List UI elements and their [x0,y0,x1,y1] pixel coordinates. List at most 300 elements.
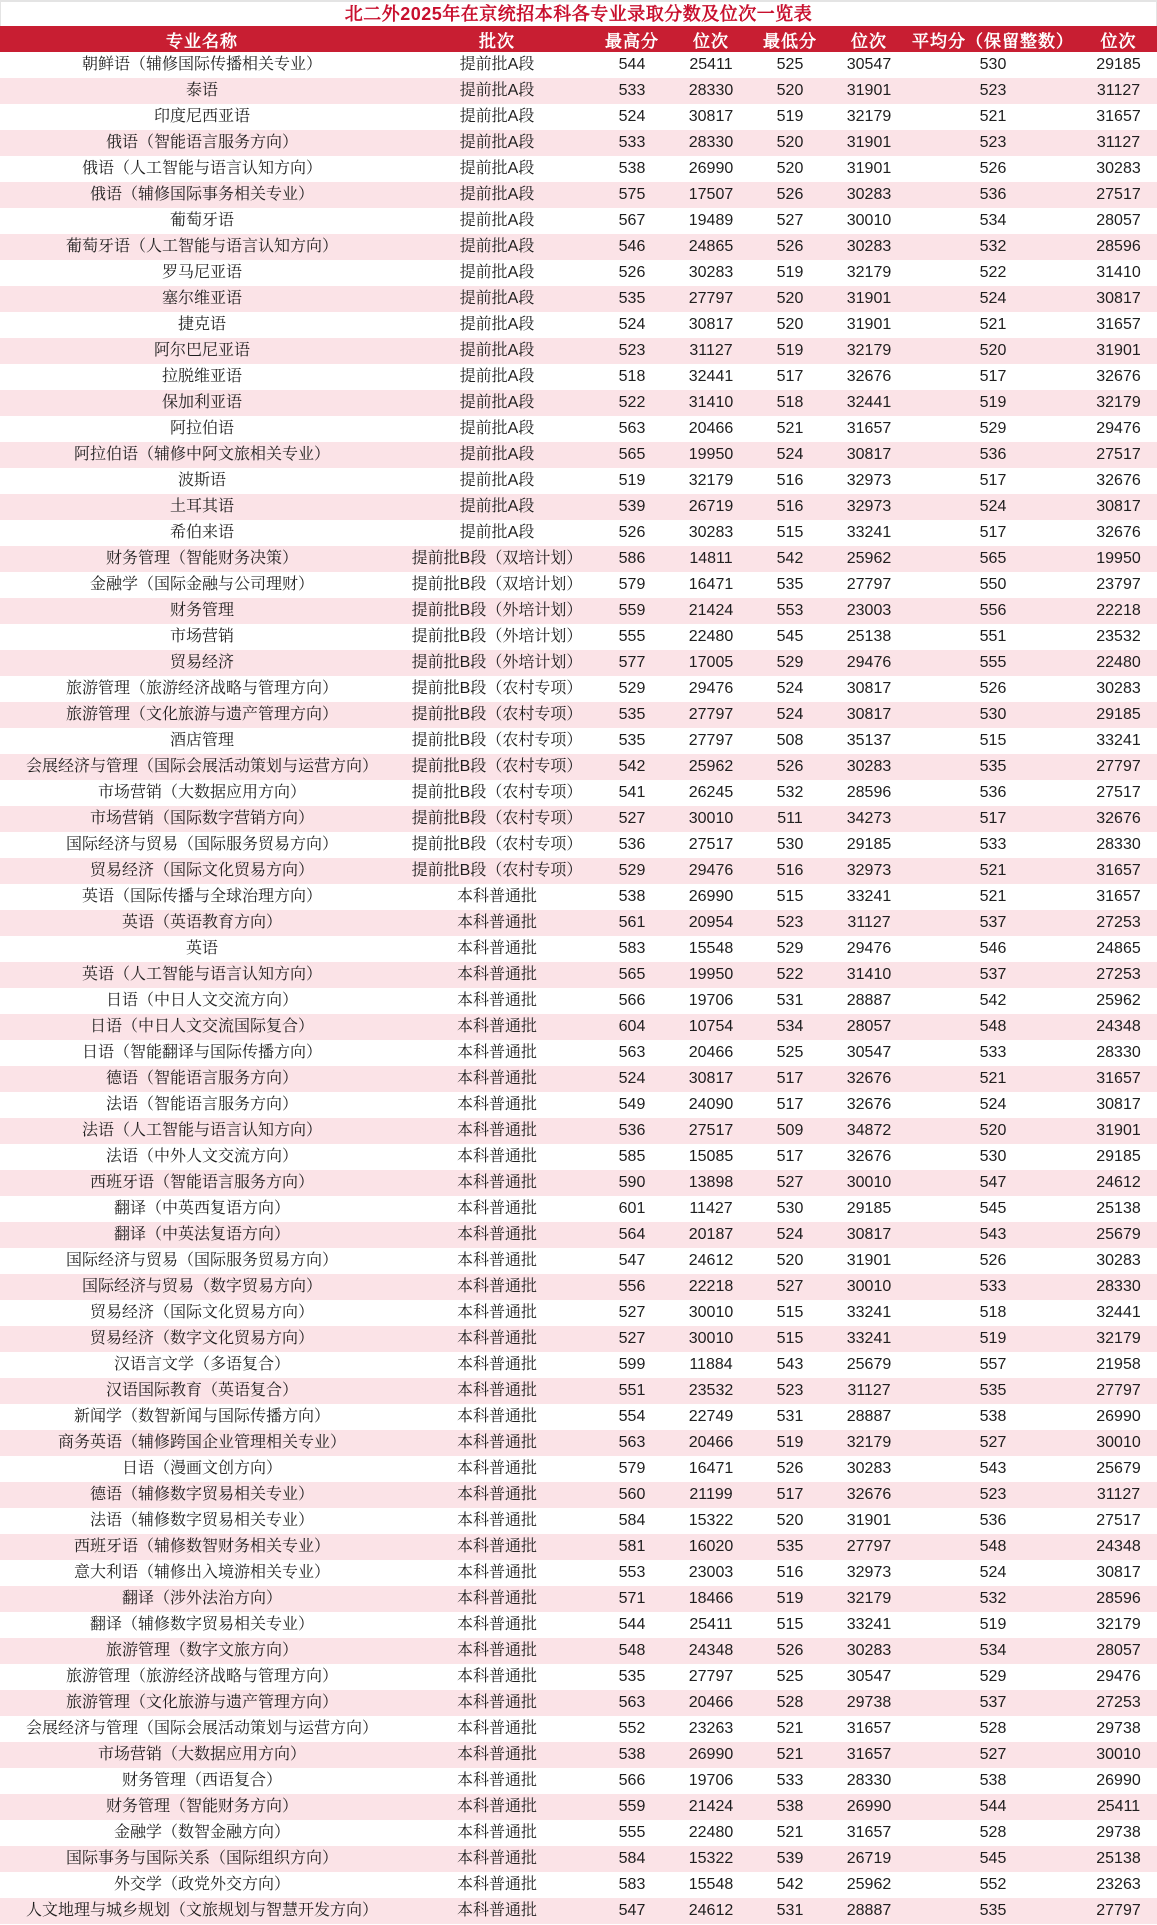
cell-max-rank: 27797 [688,1668,734,1685]
cell-min-score: 553 [776,602,804,619]
cell-avg-score: 515 [979,732,1007,749]
cell-min-score: 515 [776,1330,804,1347]
cell-batch: 本科普通批 [456,1720,537,1737]
cell-major: 翻译（中英西复语方向） [113,1200,290,1217]
cell-min-score: 525 [776,56,804,73]
cell-min-score: 528 [776,1694,804,1711]
cell-min-rank: 31901 [846,1252,892,1269]
cell-major: 拉脱维亚语 [161,368,242,385]
table-row [0,1508,1157,1534]
cell-major: 财务管理 [169,602,234,619]
cell-min-rank: 32973 [846,472,892,489]
cell-avg-score: 550 [979,576,1007,593]
cell-avg-rank: 28330 [1096,1044,1141,1061]
cell-max-score: 535 [618,1668,646,1685]
cell-batch: 提前批B段（农村专项） [411,836,583,853]
cell-avg-rank: 28330 [1096,1278,1141,1295]
cell-max-rank: 15085 [688,1148,734,1165]
cell-avg-rank: 30283 [1096,160,1141,177]
cell-min-rank: 30817 [846,680,892,697]
cell-avg-rank: 30010 [1096,1434,1141,1451]
cell-max-rank: 30010 [688,1304,734,1321]
cell-max-rank: 13898 [688,1174,734,1191]
cell-min-rank: 32441 [846,394,892,411]
cell-max-score: 567 [618,212,646,229]
cell-min-rank: 25962 [846,1876,892,1893]
cell-avg-score: 521 [979,316,1007,333]
cell-avg-rank: 31657 [1096,862,1141,879]
cell-avg-rank: 22480 [1096,654,1141,671]
cell-major: 法语（中外人文交流方向） [105,1148,298,1165]
cell-major: 俄语（人工智能与语言认知方向） [81,160,322,177]
cell-min-score: 519 [776,342,804,359]
cell-max-score: 556 [618,1278,646,1295]
cell-min-rank: 30547 [846,1668,892,1685]
table-row [0,806,1157,832]
cell-min-score: 520 [776,1512,804,1529]
cell-max-rank: 31127 [689,342,733,359]
cell-major: 贸易经济（国际文化贸易方向） [89,862,314,879]
cell-avg-rank: 31127 [1096,134,1141,151]
cell-batch: 本科普通批 [456,1200,537,1217]
cell-major: 国际事务与国际关系（国际组织方向） [65,1850,338,1867]
cell-avg-score: 533 [979,1278,1007,1295]
cell-major: 保加利亚语 [161,394,242,411]
cell-max-rank: 30010 [688,810,734,827]
cell-max-score: 586 [618,550,646,567]
cell-avg-rank: 25679 [1096,1226,1141,1243]
cell-avg-score: 523 [979,82,1007,99]
table-row [0,520,1157,546]
cell-avg-rank: 23797 [1096,576,1141,593]
cell-batch: 提前批A段 [459,368,535,385]
table-row [0,1794,1157,1820]
cell-min-rank: 28330 [846,1772,892,1789]
cell-batch: 本科普通批 [456,1902,537,1919]
cell-max-rank: 19489 [688,212,734,229]
cell-min-score: 509 [776,1122,804,1139]
cell-major: 意大利语（辅修出入境游相关专业） [73,1564,330,1581]
cell-max-rank: 30817 [688,108,734,125]
cell-avg-rank: 25138 [1096,1850,1141,1867]
table-row [0,1378,1157,1404]
cell-avg-score: 524 [979,1564,1007,1581]
cell-avg-score: 545 [979,1850,1007,1867]
cell-min-rank: 32676 [846,368,892,385]
cell-avg-rank: 29185 [1096,1148,1141,1165]
cell-major: 西班牙语（辅修数智财务相关专业） [73,1538,330,1555]
cell-batch: 本科普通批 [456,914,537,931]
cell-max-rank: 19706 [688,992,734,1009]
cell-major: 捷克语 [177,316,226,333]
cell-max-rank: 22218 [688,1278,734,1295]
cell-avg-score: 523 [979,1486,1007,1503]
cell-max-score: 535 [618,706,646,723]
cell-major: 酒店管理 [169,732,234,749]
cell-min-rank: 25962 [846,550,892,567]
cell-min-rank: 26719 [846,1850,892,1867]
cell-min-score: 524 [776,446,804,463]
cell-max-score: 571 [618,1590,646,1607]
cell-min-rank: 34872 [846,1122,892,1139]
cell-avg-score: 520 [979,342,1007,359]
cell-max-rank: 23263 [688,1720,734,1737]
cell-min-score: 523 [776,1382,804,1399]
cell-max-score: 535 [618,732,646,749]
cell-avg-score: 533 [979,1044,1007,1061]
page-title: 北二外2025年在京统招本科各专业录取分数及位次一览表 [0,0,1157,26]
cell-major: 阿尔巴尼亚语 [153,342,250,359]
cell-batch: 提前批A段 [459,186,535,203]
cell-max-rank: 21199 [689,1486,733,1503]
cell-avg-score: 529 [979,420,1007,437]
cell-min-score: 515 [776,524,804,541]
cell-batch: 提前批A段 [459,238,535,255]
table-row [0,104,1157,130]
cell-major: 俄语（辅修国际事务相关专业） [89,186,314,203]
cell-min-score: 526 [776,238,804,255]
cell-major: 英语 [185,940,218,957]
cell-max-rank: 27797 [688,706,734,723]
cell-max-rank: 14811 [689,550,733,567]
cell-min-rank: 31410 [846,966,892,983]
cell-major: 市场营销（大数据应用方向） [97,784,306,801]
cell-min-score: 520 [776,1252,804,1269]
cell-avg-rank: 28057 [1096,212,1141,229]
cell-max-rank: 26245 [688,784,734,801]
cell-min-score: 529 [776,654,804,671]
cell-avg-score: 517 [979,524,1007,541]
cell-min-rank: 27797 [846,576,892,593]
table-row [0,1092,1157,1118]
cell-min-score: 535 [776,576,804,593]
cell-max-score: 563 [618,1044,646,1061]
cell-batch: 提前批B段（农村专项） [411,706,583,723]
table-row [0,1872,1157,1898]
cell-avg-score: 538 [979,1772,1007,1789]
cell-max-score: 539 [618,498,646,515]
cell-major: 翻译（涉外法治方向） [121,1590,282,1607]
cell-min-rank: 29738 [846,1694,892,1711]
cell-avg-rank: 29185 [1096,56,1141,73]
cell-max-score: 565 [618,966,646,983]
table-row [0,1066,1157,1092]
cell-max-score: 579 [618,1460,646,1477]
cell-batch: 提前批B段（农村专项） [411,680,583,697]
table-row [0,364,1157,390]
cell-major: 国际经济与贸易（国际服务贸易方向） [65,836,338,853]
cell-major: 英语（英语教育方向） [121,914,282,931]
cell-avg-rank: 32441 [1096,1304,1141,1321]
cell-min-rank: 33241 [846,1330,892,1347]
cell-major: 俄语（智能语言服务方向） [105,134,298,151]
table-row [0,702,1157,728]
cell-major: 罗马尼亚语 [161,264,242,281]
table-row [0,1534,1157,1560]
cell-avg-score: 552 [979,1876,1007,1893]
table-row [0,884,1157,910]
cell-min-score: 526 [776,186,804,203]
table-row [0,52,1157,78]
cell-major: 旅游管理（旅游经济战略与管理方向） [65,1668,338,1685]
cell-avg-score: 536 [979,784,1007,801]
cell-avg-score: 545 [979,1200,1007,1217]
cell-avg-rank: 30010 [1096,1746,1141,1763]
cell-batch: 本科普通批 [456,888,537,905]
table-row [0,1898,1157,1924]
cell-batch: 提前批A段 [459,82,535,99]
cell-max-score: 583 [618,940,646,957]
cell-batch: 提前批A段 [459,342,535,359]
cell-max-score: 529 [618,680,646,697]
cell-max-rank: 21424 [688,602,734,619]
cell-max-rank: 17507 [688,186,734,203]
cell-avg-score: 555 [979,654,1007,671]
cell-major: 贸易经济（国际文化贸易方向） [89,1304,314,1321]
cell-max-rank: 10754 [688,1018,734,1035]
cell-avg-score: 524 [979,498,1007,515]
cell-max-score: 566 [618,1772,646,1789]
cell-max-score: 542 [618,758,646,775]
cell-max-score: 526 [618,264,646,281]
cell-avg-score: 520 [979,1122,1007,1139]
cell-major: 阿拉伯语（辅修中阿文旅相关专业） [73,446,330,463]
cell-avg-score: 532 [979,1590,1007,1607]
table-row [0,1222,1157,1248]
cell-min-score: 524 [776,706,804,723]
cell-min-score: 523 [776,914,804,931]
cell-max-rank: 22480 [688,1824,734,1841]
cell-min-rank: 32179 [846,342,892,359]
cell-major: 旅游管理（数字文旅方向） [105,1642,298,1659]
cell-max-rank: 20466 [688,1044,734,1061]
cell-batch: 本科普通批 [456,1226,537,1243]
cell-avg-rank: 31657 [1096,108,1141,125]
cell-min-rank: 28887 [846,1408,892,1425]
table-row [0,728,1157,754]
cell-batch: 本科普通批 [456,1070,537,1087]
cell-avg-score: 543 [979,1226,1007,1243]
cell-avg-rank: 19950 [1096,550,1141,567]
cell-batch: 提前批A段 [459,264,535,281]
table-row [0,624,1157,650]
cell-min-rank: 32676 [846,1148,892,1165]
cell-max-rank: 30283 [688,524,734,541]
cell-max-score: 547 [618,1252,646,1269]
cell-max-rank: 26719 [688,498,734,515]
cell-avg-rank: 27797 [1096,758,1141,775]
cell-batch: 本科普通批 [456,1278,537,1295]
table-row [0,1326,1157,1352]
cell-avg-rank: 31657 [1096,888,1141,905]
cell-min-score: 517 [776,368,804,385]
cell-avg-score: 530 [979,706,1007,723]
cell-batch: 提前批B段（农村专项） [411,810,583,827]
table-row [0,1690,1157,1716]
cell-min-rank: 29476 [846,940,892,957]
cell-avg-rank: 31901 [1096,1122,1141,1139]
cell-batch: 本科普通批 [456,1876,537,1893]
cell-major: 翻译（中英法复语方向） [113,1226,290,1243]
table-row [0,312,1157,338]
cell-min-rank: 32973 [846,498,892,515]
cell-max-score: 560 [618,1486,646,1503]
cell-avg-score: 523 [979,134,1007,151]
cell-avg-rank: 29738 [1096,1824,1141,1841]
cell-min-rank: 28887 [846,992,892,1009]
table-row [0,1716,1157,1742]
cell-min-score: 516 [776,862,804,879]
cell-min-score: 517 [776,1096,804,1113]
cell-max-rank: 17005 [688,654,734,671]
cell-major: 土耳其语 [169,498,234,515]
cell-major: 商务英语（辅修跨国企业管理相关专业） [57,1434,346,1451]
cell-major: 德语（智能语言服务方向） [105,1070,298,1087]
table-row [0,1352,1157,1378]
table-row [0,182,1157,208]
cell-max-score: 533 [618,82,646,99]
cell-max-score: 601 [618,1200,646,1217]
cell-max-score: 538 [618,888,646,905]
cell-batch: 提前批A段 [459,212,535,229]
cell-min-score: 519 [776,264,804,281]
cell-batch: 提前批A段 [459,498,535,515]
cell-max-score: 522 [618,394,646,411]
cell-batch: 提前批B段（外培计划） [411,654,583,671]
cell-batch: 本科普通批 [456,1122,537,1139]
cell-max-score: 538 [618,1746,646,1763]
cell-avg-score: 518 [979,1304,1007,1321]
cell-batch: 提前批A段 [459,446,535,463]
cell-major: 会展经济与管理（国际会展活动策划与运营方向） [25,758,378,775]
cell-batch: 提前批A段 [459,290,535,307]
cell-avg-rank: 23263 [1096,1876,1141,1893]
cell-min-score: 521 [776,1824,804,1841]
cell-min-score: 530 [776,1200,804,1217]
table-row [0,494,1157,520]
table-row [0,962,1157,988]
cell-max-score: 524 [618,108,646,125]
cell-batch: 本科普通批 [456,1096,537,1113]
cell-avg-score: 556 [979,602,1007,619]
cell-min-score: 524 [776,680,804,697]
cell-max-rank: 16471 [688,576,734,593]
cell-major: 西班牙语（智能语言服务方向） [89,1174,314,1191]
cell-min-rank: 29476 [846,654,892,671]
cell-batch: 提前批B段（双培计划） [411,576,583,593]
cell-avg-rank: 27517 [1096,784,1141,801]
cell-major: 金融学（国际金融与公司理财） [89,576,314,593]
cell-max-rank: 18466 [688,1590,734,1607]
cell-avg-rank: 27253 [1096,1694,1141,1711]
cell-max-score: 519 [618,472,646,489]
cell-avg-rank: 27797 [1096,1902,1141,1919]
cell-max-rank: 25411 [689,1616,733,1633]
cell-batch: 提前批A段 [459,420,535,437]
cell-min-score: 527 [776,1278,804,1295]
admission-score-table [0,26,1157,1924]
cell-min-rank: 28887 [846,1902,892,1919]
cell-avg-rank: 31657 [1096,316,1141,333]
cell-max-rank: 16020 [688,1538,734,1555]
cell-avg-score: 536 [979,186,1007,203]
table-row [0,338,1157,364]
cell-major: 德语（辅修数字贸易相关专业） [89,1486,314,1503]
cell-min-score: 515 [776,1616,804,1633]
cell-batch: 提前批B段（农村专项） [411,732,583,749]
cell-max-score: 548 [618,1642,646,1659]
cell-max-score: 535 [618,290,646,307]
cell-major: 财务管理（智能财务决策） [105,550,298,567]
cell-max-score: 565 [618,446,646,463]
cell-avg-score: 542 [979,992,1007,1009]
cell-min-score: 517 [776,1070,804,1087]
cell-batch: 提前批B段（双培计划） [411,550,583,567]
cell-max-score: 538 [618,160,646,177]
cell-avg-rank: 31410 [1096,264,1141,281]
cell-min-score: 531 [776,992,804,1009]
cell-max-rank: 29476 [688,862,734,879]
table-row [0,1612,1157,1638]
cell-max-score: 563 [618,420,646,437]
cell-avg-rank: 21958 [1096,1356,1141,1373]
cell-avg-score: 535 [979,1902,1007,1919]
table-row [0,1638,1157,1664]
cell-batch: 本科普通批 [456,1642,537,1659]
cell-max-rank: 20466 [688,420,734,437]
cell-batch: 本科普通批 [456,1330,537,1347]
cell-max-score: 559 [618,1798,646,1815]
cell-batch: 提前批B段（外培计划） [411,602,583,619]
cell-major: 汉语言文学（多语复合） [113,1356,290,1373]
cell-min-rank: 32676 [846,1486,892,1503]
cell-min-score: 535 [776,1538,804,1555]
cell-min-rank: 32973 [846,862,892,879]
cell-min-score: 519 [776,1434,804,1451]
table-row [0,1274,1157,1300]
table-row [0,1846,1157,1872]
cell-avg-rank: 30817 [1096,1564,1141,1581]
cell-avg-rank: 31901 [1096,342,1141,359]
cell-max-score: 563 [618,1694,646,1711]
cell-batch: 本科普通批 [456,1694,537,1711]
cell-max-rank: 24865 [688,238,734,255]
cell-min-rank: 30283 [846,186,892,203]
cell-avg-rank: 29476 [1096,420,1141,437]
cell-min-score: 542 [776,1876,804,1893]
table-row [0,234,1157,260]
cell-major: 市场营销（大数据应用方向） [97,1746,306,1763]
cell-max-score: 524 [618,316,646,333]
cell-max-rank: 27797 [688,732,734,749]
cell-min-rank: 30547 [846,56,892,73]
cell-max-score: 536 [618,836,646,853]
cell-min-rank: 30283 [846,1460,892,1477]
cell-max-score: 549 [618,1096,646,1113]
cell-avg-score: 548 [979,1538,1007,1555]
cell-min-score: 524 [776,1226,804,1243]
cell-max-score: 527 [618,1304,646,1321]
cell-batch: 本科普通批 [456,1434,537,1451]
cell-min-rank: 31657 [846,1824,892,1841]
cell-min-rank: 27797 [846,1538,892,1555]
cell-major: 日语（中日人文交流国际复合） [89,1018,314,1035]
cell-batch: 本科普通批 [456,1174,537,1191]
cell-min-score: 516 [776,472,804,489]
cell-min-rank: 30817 [846,1226,892,1243]
cell-avg-score: 535 [979,1382,1007,1399]
cell-batch: 提前批A段 [459,108,535,125]
